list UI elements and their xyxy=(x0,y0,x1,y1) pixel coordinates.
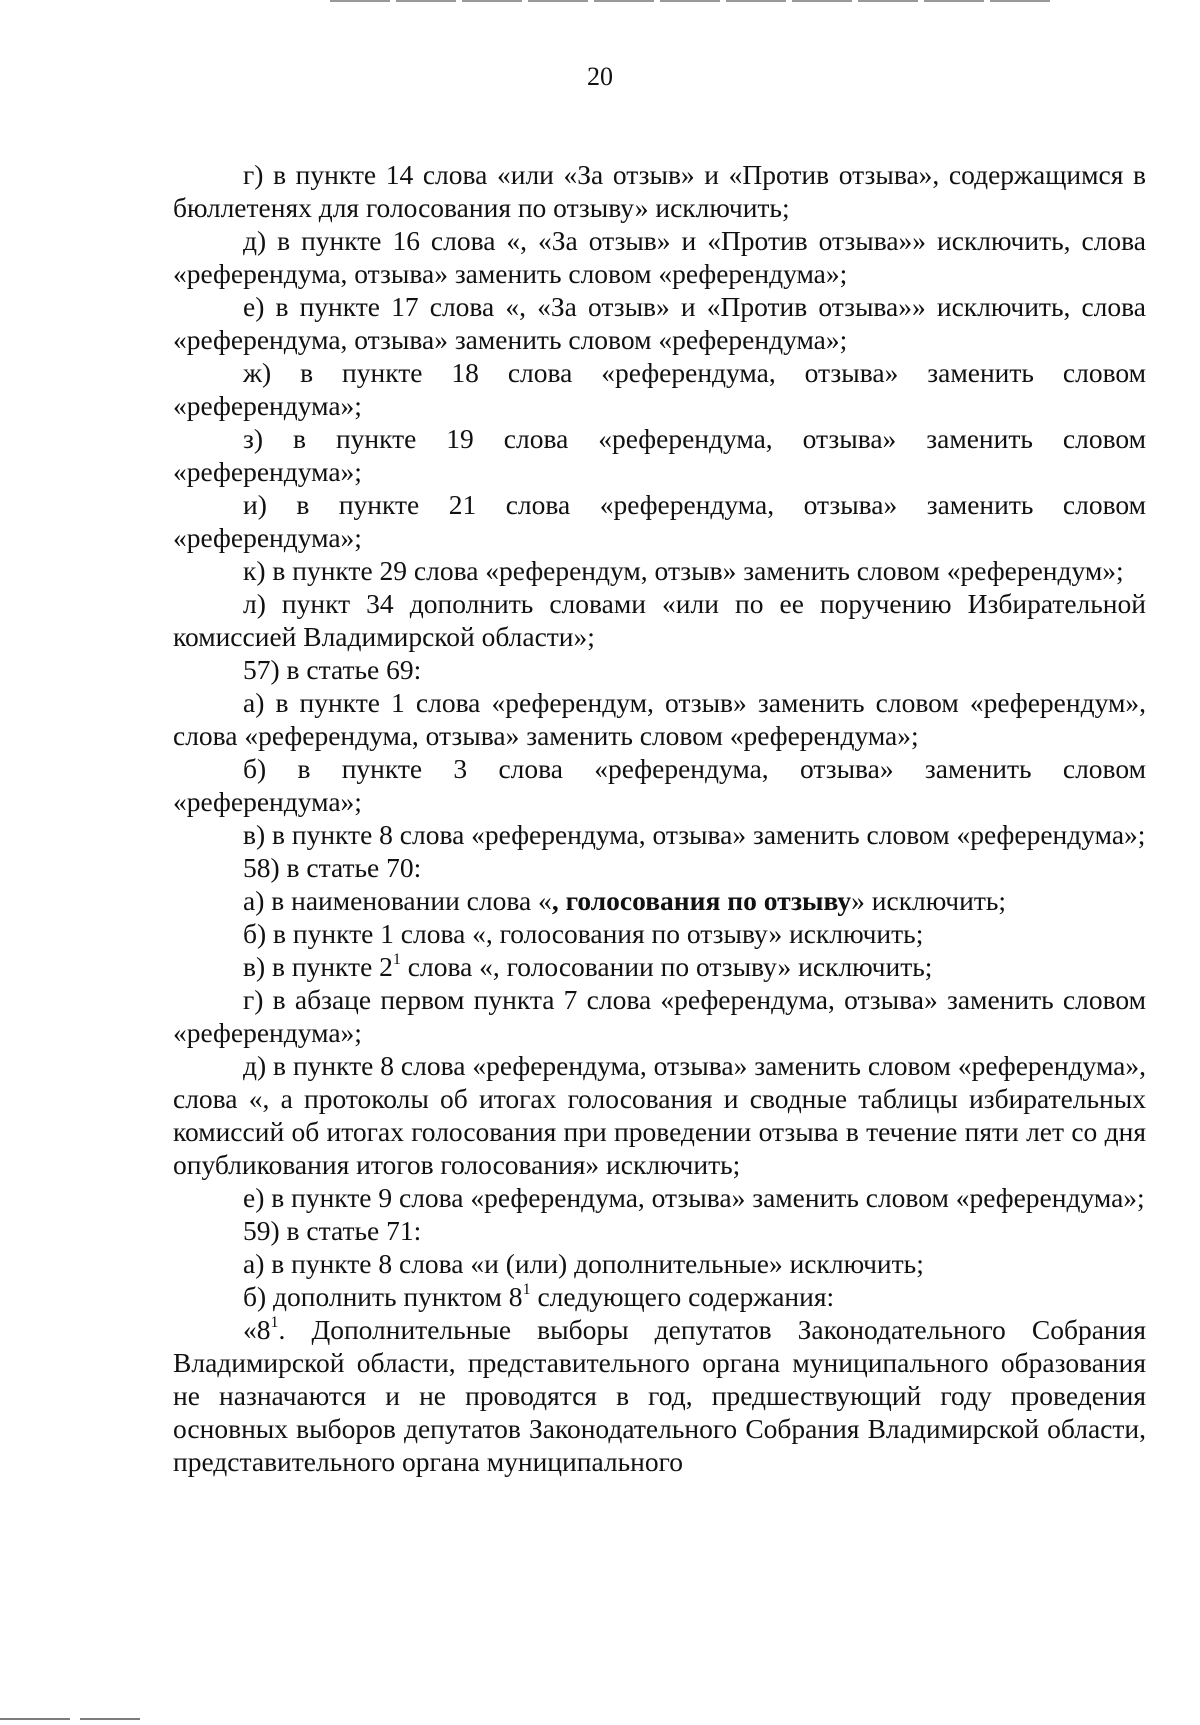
paragraph-item-g-14: г) в пункте 14 слова «или «За отзыв» и «Против отзыва», содержащимся в бюллетенях для голосования по отзыву» исключить; xyxy=(173,159,1146,223)
text-run: а) в наименовании слова « xyxy=(243,885,552,916)
paragraph-article-70-g: г) в абзаце первом пункта 7 слова «референдума, отзыва» заменить словом «референдума»; xyxy=(173,984,1146,1048)
paragraph-article-70-v xyxy=(173,950,1146,983)
text-run: б) дополнить пунктом 8 xyxy=(243,1281,523,1312)
paragraph-item-l-34: л) пункт 34 дополнить словами «или по ее поручению Избирательной комиссией Владимирской области»; xyxy=(173,588,1146,652)
paragraph-article-70-e: е) в пункте 9 слова «референдума, отзыва» заменить словом «референдума»; xyxy=(243,1182,1145,1213)
text-run: » исключить; xyxy=(851,885,1007,916)
document-body xyxy=(173,158,1146,1478)
superscript: 1 xyxy=(270,1314,279,1331)
scan-edge-top xyxy=(330,0,1050,2)
paragraph-article-70-a xyxy=(173,884,1146,917)
paragraph-article-70-b: б) в пункте 1 слова «, голосования по отзыву» исключить; xyxy=(243,918,924,949)
paragraph-article-71-b xyxy=(173,1280,1146,1313)
superscript: 1 xyxy=(392,951,401,968)
paragraph-article-69-b: б) в пункте 3 слова «референдума, отзыва» заменить словом «референдума»; xyxy=(173,753,1146,817)
paragraph-item-d-16: д) в пункте 16 слова «, «За отзыв» и «Против отзыва»» исключить, слова «референдума, отзыва» заменить словом «референдума»; xyxy=(173,225,1146,289)
text-run: следующего содержания: xyxy=(530,1281,835,1312)
section-heading-article-70: 58) в статье 70: xyxy=(243,852,422,883)
paragraph-article-71-a: а) в пункте 8 слова «и (или) дополнительные» исключить; xyxy=(243,1248,924,1279)
text-run: . Дополнительные выборы депутатов Законодательного Собрания Владимирской области, представительного органа муниципального образования не назначаются и не проводятся в год, предшествующий году проведения основных выборов депутатов Законодательного Собрания Владимирской области, представительного органа муниципального xyxy=(173,1314,1146,1477)
text-run: в) в пункте 2 xyxy=(243,951,393,982)
superscript: 1 xyxy=(522,1281,531,1298)
paragraph-item-z-19: з) в пункте 19 слова «референдума, отзыва» заменить словом «референдума»; xyxy=(173,423,1146,487)
paragraph-article-69-v: в) в пункте 8 слова «референдума, отзыва» заменить словом «референдума»; xyxy=(243,819,1146,850)
paragraph-item-zh-18: ж) в пункте 18 слова «референдума, отзыва» заменить словом «референдума»; xyxy=(173,357,1146,421)
bold-text-run: , голосования по отзыву xyxy=(551,885,852,916)
paragraph-article-70-d: д) в пункте 8 слова «референдума, отзыва» заменить словом «референдума», слова «, а протоколы об итогах голосования и сводные таблицы избирательных комиссий об итогах голосования при проведении отзыва в течение пяти лет со дня опубликования итогов голосования» исключить; xyxy=(173,1050,1146,1180)
scan-edge-bottom xyxy=(0,1718,140,1720)
paragraph-article-69-a: а) в пункте 1 слова «референдум, отзыв» заменить словом «референдум», слова «референдума, отзыва» заменить словом «референдума»; xyxy=(173,687,1146,751)
paragraph-item-i-21: и) в пункте 21 слова «референдума, отзыва» заменить словом «референдума»; xyxy=(173,489,1146,553)
paragraph-item-e-17: е) в пункте 17 слова «, «За отзыв» и «Против отзыва»» исключить, слова «референдума, отзыва» заменить словом «референдума»; xyxy=(173,291,1146,355)
text-run: слова «, голосовании по отзыву» исключить; xyxy=(400,951,933,982)
paragraph-item-k-29: к) в пункте 29 слова «референдум, отзыв» заменить словом «референдум»; xyxy=(243,555,1124,586)
section-heading-article-71: 59) в статье 71: xyxy=(243,1215,422,1246)
text-run: «8 xyxy=(243,1314,271,1345)
section-heading-article-69: 57) в статье 69: xyxy=(243,654,422,685)
page-number: 20 xyxy=(587,62,613,91)
paragraph-point-8-1 xyxy=(173,1313,1146,1478)
